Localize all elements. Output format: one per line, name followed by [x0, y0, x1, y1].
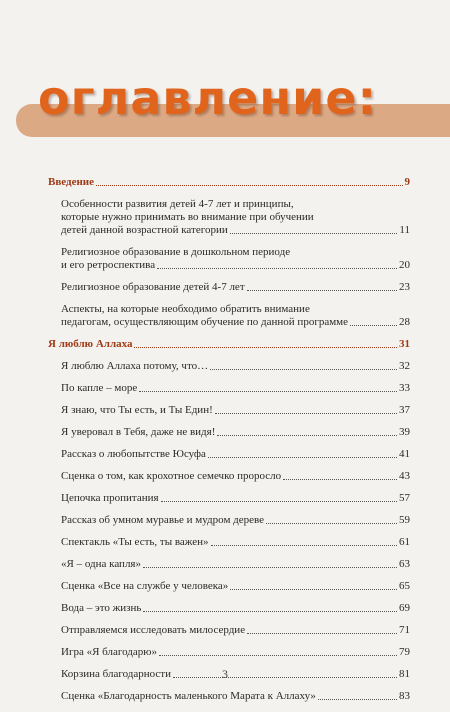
toc-page-number: 65	[399, 580, 410, 592]
toc-entry-label: Цепочка пропитания	[61, 492, 159, 504]
toc-entry-line: которые нужно принимать во внимание при обучении	[61, 211, 314, 223]
toc-entry-label: Рассказ о любопытстве Юсуфа	[61, 448, 206, 460]
toc-entry-label: Сценка «Все на службе у человека»	[61, 580, 229, 592]
toc-entry[interactable]	[48, 176, 410, 189]
toc-section-title: Введение	[48, 176, 95, 188]
toc-page-number: 69	[399, 602, 410, 614]
toc-entry[interactable]	[48, 558, 410, 571]
toc-entry-line: Религиозное образование в дошкольном периоде	[61, 246, 291, 258]
toc-entry[interactable]	[48, 690, 410, 703]
dot-leader	[96, 185, 402, 186]
dot-leader	[134, 347, 397, 348]
toc-entry[interactable]	[48, 624, 410, 637]
toc-entry-label: Рассказ об умном муравье и мудром дереве	[61, 514, 265, 526]
dot-leader	[247, 633, 397, 634]
toc-entry-label: Спектакль «Ты есть, ты важен»	[61, 536, 209, 548]
dot-leader	[139, 391, 397, 392]
toc-page-number: 23	[399, 281, 410, 293]
toc-entry-label: «Я – одна капля»	[61, 558, 141, 570]
toc-entry-label: Я уверовал в Тебя, даже не видя!	[61, 426, 216, 438]
dot-leader	[210, 369, 397, 370]
toc-entry-line: Особенности развития детей 4-7 лет и принципы,	[61, 198, 294, 210]
dot-leader	[247, 290, 397, 291]
toc-section-title: Я люблю Аллаха	[48, 338, 133, 350]
dot-leader	[211, 545, 397, 546]
toc-entry[interactable]	[48, 470, 410, 483]
page-title: оглавление:	[38, 71, 377, 125]
toc-page-number: 11	[399, 224, 410, 236]
toc-page-number: 39	[399, 426, 410, 438]
toc-page-number: 32	[399, 360, 410, 372]
toc-entry-label: Я знаю, что Ты есть, и Ты Един!	[61, 404, 213, 416]
toc-page-number: 37	[399, 404, 410, 416]
toc-page-number: 57	[399, 492, 410, 504]
toc-entry-label: и его ретроспектива	[61, 259, 156, 271]
dot-leader	[230, 233, 398, 234]
toc-entry[interactable]	[48, 514, 410, 527]
dot-leader	[350, 325, 397, 326]
toc-page-number: 28	[399, 316, 410, 328]
dot-leader	[157, 268, 397, 269]
toc-page-number: 83	[399, 690, 410, 702]
toc-entry-label: педагогам, осуществляющим обучение по данной программе	[61, 316, 349, 328]
toc-page-number: 33	[399, 382, 410, 394]
toc-page-number: 63	[399, 558, 410, 570]
toc-entry[interactable]	[48, 426, 410, 439]
toc-entry[interactable]	[48, 602, 410, 615]
toc-page-number: 43	[399, 470, 410, 482]
toc-page-number: 9	[404, 176, 410, 188]
page-number: 3	[222, 667, 228, 681]
dot-leader	[318, 699, 397, 700]
toc-entry-line: Аспекты, на которые необходимо обратить внимание	[61, 303, 310, 315]
toc-page-number: 20	[399, 259, 410, 271]
toc-entry-label: Вода – это жизнь	[61, 602, 142, 614]
toc-entry-label: Корзина благодарности	[61, 668, 172, 680]
dot-leader	[143, 567, 397, 568]
toc-entry-label: Игра «Я благодарю»	[61, 646, 157, 658]
dot-leader	[266, 523, 397, 524]
dot-leader	[159, 655, 397, 656]
dot-leader	[143, 611, 397, 612]
toc-entry-label: Я люблю Аллаха потому, что…	[61, 360, 209, 372]
dot-leader	[230, 589, 397, 590]
toc-entry[interactable]	[48, 646, 410, 659]
dot-leader	[283, 479, 397, 480]
toc-page-number: 71	[399, 624, 410, 636]
toc-entry[interactable]	[48, 382, 410, 395]
toc-page-number: 41	[399, 448, 410, 460]
toc-entry-label: Отправляемся исследовать милосердие	[61, 624, 246, 636]
toc-page-number: 59	[399, 514, 410, 526]
dot-leader	[217, 435, 397, 436]
toc-entry[interactable]	[48, 198, 410, 237]
dot-leader	[215, 413, 397, 414]
toc-entry[interactable]	[48, 281, 410, 294]
toc-page-number: 79	[399, 646, 410, 658]
toc-entry[interactable]	[48, 246, 410, 272]
toc-page-number: 81	[399, 668, 410, 680]
toc-entry-label: Религиозное образование детей 4-7 лет	[61, 281, 245, 293]
toc-entry[interactable]	[48, 492, 410, 505]
toc-entry[interactable]	[48, 338, 410, 351]
toc-page-number: 31	[399, 338, 410, 350]
dot-leader	[161, 501, 397, 502]
toc-entry[interactable]	[48, 303, 410, 329]
toc-entry[interactable]	[48, 404, 410, 417]
toc-entry-label: детей данной возрастной категории	[61, 224, 228, 236]
toc-entry-label: Сценка о том, как крохотное семечко проросло	[61, 470, 282, 482]
toc-page-number: 61	[399, 536, 410, 548]
toc-entry[interactable]	[48, 580, 410, 593]
dot-leader	[208, 457, 397, 458]
toc-entry[interactable]	[48, 360, 410, 373]
toc-entry-label: По капле – море	[61, 382, 138, 394]
toc-entry-label: Сценка «Благодарность маленького Марата к Аллаху»	[61, 690, 316, 702]
table-of-contents	[48, 176, 410, 712]
toc-entry[interactable]	[48, 536, 410, 549]
toc-entry[interactable]	[48, 448, 410, 461]
